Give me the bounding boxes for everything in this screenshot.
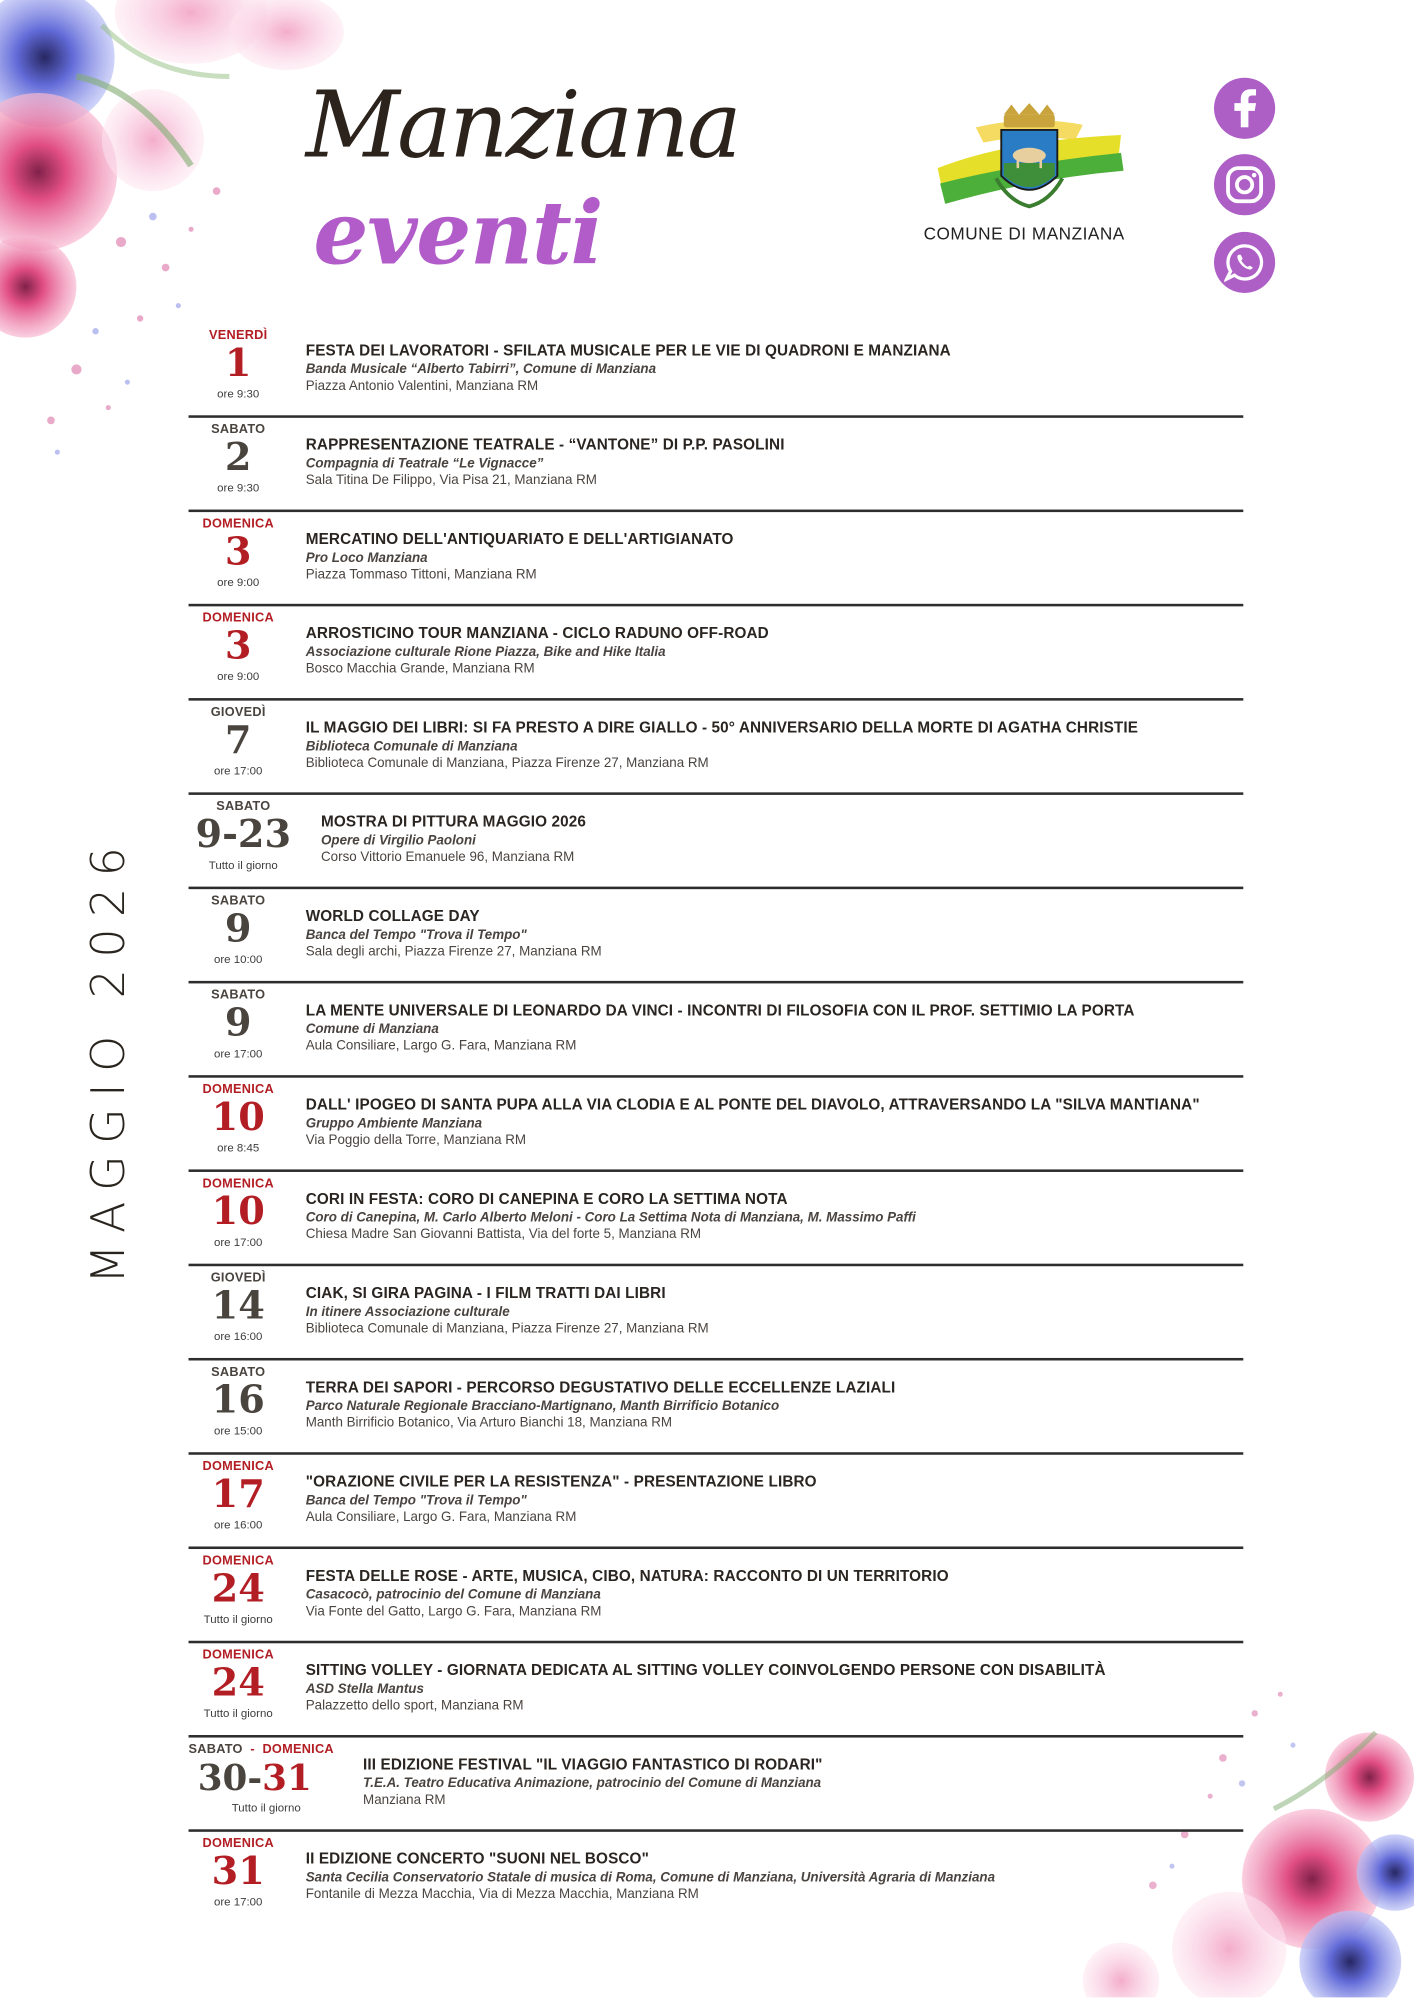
event-row	[189, 1743, 1244, 1832]
event-organizer: Parco Naturale Regionale Bracciano-Martignano, Manth Birrificio Botanico	[305, 1398, 780, 1415]
event-title: ARROSTICINO TOUR MANZIANA - CICLO RADUNO OFF-ROAD	[305, 624, 769, 643]
event-info	[363, 1755, 1243, 1809]
event-date	[189, 1648, 288, 1721]
event-weekday: SABATO	[188, 1742, 243, 1757]
event-info	[306, 624, 1244, 678]
event-location: Manziana RM	[363, 1792, 446, 1808]
event-day: 24	[211, 1566, 265, 1612]
event-location: Manth Birrificio Botanico, Via Arturo Bianchi 18, Manziana RM	[305, 1415, 673, 1431]
event-day: 10	[211, 1189, 265, 1235]
event-info	[306, 907, 1244, 961]
event-organizer: Santa Cecilia Conservatorio Statale di musica di Roma, Comune di Manziana, Università Agraria di Manziana	[305, 1870, 996, 1886]
event-date	[189, 1460, 288, 1533]
divider	[189, 981, 1244, 984]
event-date	[189, 894, 288, 967]
event-title: MOSTRA DI PITTURA MAGGIO 2026	[321, 812, 587, 831]
event-row	[189, 1366, 1244, 1455]
event-title: "ORAZIONE CIVILE PER LA RESISTENZA" - PRESENTAZIONE LIBRO	[305, 1472, 817, 1491]
event-organizer: In itinere Associazione culturale	[305, 1304, 510, 1320]
event-date	[189, 1837, 288, 1910]
event-weekday: SABATO	[216, 799, 271, 815]
event-row	[189, 989, 1244, 1078]
event-info	[306, 436, 1244, 490]
event-organizer: Associazione culturale Rione Piazza, Bike and Hike Italia	[305, 644, 666, 660]
event-weekday: DOMENICA	[202, 611, 274, 626]
event-weekday: GIOVEDÌ	[210, 705, 266, 720]
event-time: ore 17:00	[213, 764, 263, 778]
event-date	[189, 1177, 288, 1250]
event-day: 7	[224, 718, 252, 764]
event-info	[321, 813, 1243, 867]
divider	[189, 792, 1244, 795]
event-day: 9	[224, 906, 252, 952]
event-weekday: DOMENICA	[202, 1177, 274, 1192]
event-organizer: Pro Loco Manziana	[305, 550, 428, 566]
event-info	[306, 1850, 1244, 1904]
event-time: ore 15:00	[213, 1424, 263, 1437]
page-title: Manziana	[305, 71, 740, 179]
event-title: IL MAGGIO DEI LIBRI: SI FA PRESTO A DIRE GIALLO - 50° ANNIVERSARIO DELLA MORTE DI AGATHA CHRISTIE	[305, 718, 1139, 737]
event-row	[189, 1083, 1244, 1172]
event-date	[189, 800, 299, 873]
event-info	[306, 1284, 1244, 1338]
event-row	[189, 1177, 1244, 1266]
divider	[189, 1452, 1244, 1455]
event-time: ore 16:00	[213, 1329, 263, 1343]
event-row	[189, 1837, 1244, 1926]
event-day-2: 31	[262, 1756, 312, 1799]
event-info	[306, 1096, 1244, 1150]
event-location: Piazza Tommaso Tittoni, Manziana RM	[305, 566, 537, 583]
event-time: ore 17:00	[213, 1235, 263, 1249]
event-day: 1	[224, 341, 252, 386]
divider	[189, 415, 1244, 418]
date-separator: -	[250, 1742, 255, 1757]
event-time: ore 9:30	[217, 387, 260, 400]
event-weekday: VENERDÌ	[208, 328, 268, 343]
divider	[189, 1358, 1244, 1361]
event-time: Tutto il giorno	[231, 1801, 301, 1814]
page-subtitle: eventi	[313, 183, 603, 286]
event-title: LA MENTE UNIVERSALE DI LEONARDO DA VINCI - INCONTRI DI FILOSOFIA CON IL PROF. SETTIMIO LA PORTA	[305, 1001, 1135, 1020]
event-organizer: Banca del Tempo "Trova il Tempo"	[305, 1492, 527, 1509]
month-label: MAGGIO 2026	[83, 835, 136, 1284]
divider	[189, 1075, 1244, 1078]
divider	[189, 604, 1244, 607]
event-date	[189, 1083, 288, 1156]
event-organizer: Opere di Virgilio Paoloni	[321, 833, 476, 849]
event-date	[189, 329, 288, 402]
event-date	[189, 517, 288, 590]
event-organizer: Banca del Tempo "Trova il Tempo"	[305, 927, 527, 943]
event-row	[189, 1460, 1244, 1549]
event-organizer: Coro di Canepina, M. Carlo Alberto Meloni - Coro La Settima Nota di Manziana, M. Massimo Paffi	[305, 1210, 916, 1226]
event-location: Piazza Antonio Valentini, Manziana RM	[305, 378, 539, 394]
event-organizer: T.E.A. Teatro Educativa Animazione, patrocinio del Comune di Manziana	[363, 1775, 822, 1792]
event-location: Aula Consiliare, Largo G. Fara, Manziana RM	[305, 1509, 577, 1525]
event-weekday: DOMENICA	[202, 517, 274, 532]
event-info	[306, 718, 1244, 772]
event-day: 30	[197, 1756, 248, 1799]
event-title: FESTA DEI LAVORATORI - SFILATA MUSICALE PER LE VIE DI QUADRONI E MANZIANA	[305, 341, 951, 360]
event-weekday-2: DOMENICA	[262, 1742, 334, 1757]
facebook-icon[interactable]	[1214, 78, 1275, 139]
event-weekday: DOMENICA	[202, 1836, 274, 1851]
event-location: Palazzetto dello sport, Manziana RM	[305, 1698, 524, 1714]
divider	[189, 1735, 1244, 1738]
event-info	[306, 1567, 1244, 1621]
event-row	[189, 611, 1244, 700]
event-day: 14	[211, 1284, 265, 1329]
event-day: 2	[224, 435, 252, 481]
event-row	[189, 517, 1244, 606]
event-date	[189, 1271, 288, 1344]
event-row	[189, 423, 1244, 512]
event-time: ore 9:00	[217, 670, 260, 683]
event-day: 10	[211, 1095, 265, 1141]
event-day: 16	[211, 1378, 265, 1423]
event-location: Via Fonte del Gatto, Largo G. Fara, Manziana RM	[305, 1603, 602, 1620]
divider	[189, 1829, 1244, 1832]
event-location: Bosco Macchia Grande, Manziana RM	[305, 661, 535, 677]
event-title: DALL' IPOGEO DI SANTA PUPA ALLA VIA CLODIA E AL PONTE DEL DIAVOLO, ATTRAVERSANDO LA "SILVA MANTIANA"	[305, 1095, 1200, 1114]
event-time: ore 8:45	[217, 1141, 260, 1155]
event-title: FESTA DELLE ROSE - ARTE, MUSICA, CIBO, NATURA: RACCONTO DI UN TERRITORIO	[305, 1566, 949, 1585]
event-time: Tutto il giorno	[203, 1706, 273, 1720]
event-location: Aula Consiliare, Largo G. Fara, Manziana RM	[305, 1038, 577, 1054]
event-title: WORLD COLLAGE DAY	[305, 906, 480, 925]
event-location: Sala Titina De Filippo, Via Pisa 21, Manziana RM	[305, 472, 597, 488]
event-weekday: DOMENICA	[202, 1648, 274, 1663]
event-organizer: Comune di Manziana	[305, 1021, 439, 1037]
event-weekday: DOMENICA	[202, 1082, 274, 1097]
event-location: Corso Vittorio Emanuele 96, Manziana RM	[321, 849, 575, 865]
divider	[189, 1169, 1244, 1172]
event-day: 31	[211, 1849, 265, 1895]
event-time: ore 16:00	[213, 1518, 263, 1532]
event-time: ore 10:00	[213, 952, 263, 966]
event-date	[189, 1554, 288, 1627]
divider	[189, 510, 1244, 513]
event-organizer: Gruppo Ambiente Manziana	[305, 1115, 483, 1132]
date-separator: -	[247, 1756, 263, 1799]
event-organizer: Casacocò, patrocinio del Comune di Manziana	[305, 1587, 601, 1603]
whatsapp-icon[interactable]	[1214, 232, 1275, 293]
event-day: 3	[224, 529, 252, 575]
event-time: ore 9:00	[217, 575, 260, 589]
divider	[189, 1641, 1244, 1644]
event-info	[306, 341, 1244, 395]
event-title: III EDIZIONE FESTIVAL "IL VIAGGIO FANTASTICO DI RODARI"	[363, 1755, 823, 1774]
event-title: RAPPRESENTAZIONE TEATRALE - “VANTONE” DI P.P. PASOLINI	[305, 435, 785, 454]
event-date	[189, 611, 288, 684]
event-title: TERRA DEI SAPORI - PERCORSO DEGUSTATIVO DELLE ECCELLENZE LAZIALI	[305, 1378, 896, 1397]
event-info	[306, 530, 1244, 584]
event-location: Chiesa Madre San Giovanni Battista, Via del forte 5, Manziana RM	[305, 1226, 702, 1243]
event-date	[188, 1742, 334, 1816]
event-row	[189, 1271, 1244, 1360]
event-location: Sala degli archi, Piazza Firenze 27, Manziana RM	[305, 943, 602, 960]
event-time: ore 17:00	[213, 1047, 263, 1060]
event-date	[189, 989, 288, 1062]
event-location: Biblioteca Comunale di Manziana, Piazza Firenze 27, Manziana RM	[305, 1321, 709, 1337]
event-info	[306, 1661, 1244, 1715]
event-info	[306, 1190, 1244, 1244]
event-row	[189, 1648, 1244, 1737]
event-day: 24	[211, 1661, 265, 1706]
event-time: Tutto il giorno	[208, 858, 278, 872]
event-weekday: SABATO	[211, 894, 266, 909]
event-weekday: DOMENICA	[202, 1554, 274, 1569]
event-info	[306, 1378, 1244, 1432]
event-location: Biblioteca Comunale di Manziana, Piazza Firenze 27, Manziana RM	[305, 755, 709, 771]
divider	[189, 887, 1244, 890]
event-date	[189, 423, 288, 496]
event-row	[189, 329, 1244, 418]
event-weekday: GIOVEDÌ	[210, 1271, 266, 1286]
event-row	[189, 1554, 1244, 1643]
event-organizer: Compagnia di Teatrale “Le Vignacce”	[305, 456, 544, 472]
event-title: II EDIZIONE CONCERTO "SUONI NEL BOSCO"	[305, 1849, 649, 1868]
event-time: Tutto il giorno	[203, 1612, 273, 1626]
event-location: Fontanile di Mezza Macchia, Via di Mezza Macchia, Manziana RM	[305, 1886, 699, 1902]
divider	[189, 698, 1244, 701]
instagram-icon[interactable]	[1214, 154, 1275, 215]
event-day: 9-23	[195, 812, 292, 858]
event-title: CORI IN FESTA: CORO DI CANEPINA E CORO LA SETTIMA NOTA	[305, 1189, 788, 1208]
event-organizer: Banda Musicale “Alberto Tabirri”, Comune di Manziana	[305, 361, 657, 378]
comune-crest-logo	[932, 102, 1126, 219]
event-location: Via Poggio della Torre, Manziana RM	[305, 1132, 527, 1148]
event-row	[189, 800, 1244, 889]
event-title: MERCATINO DELL'ANTIQUARIATO E DELL'ARTIGIANATO	[305, 529, 734, 548]
event-weekday: DOMENICA	[202, 1459, 274, 1474]
event-info	[306, 1473, 1244, 1527]
divider	[189, 1546, 1244, 1549]
event-weekday: SABATO	[211, 988, 266, 1003]
event-organizer: ASD Stella Mantus	[305, 1681, 424, 1697]
event-weekday: SABATO	[211, 1365, 266, 1380]
event-time: ore 17:00	[213, 1895, 263, 1909]
event-date	[189, 1366, 288, 1439]
event-date	[189, 706, 288, 779]
divider	[189, 1264, 1244, 1267]
event-organizer: Biblioteca Comunale di Manziana	[305, 738, 518, 755]
event-time: ore 9:30	[217, 481, 260, 495]
event-title: CIAK, SI GIRA PAGINA - I FILM TRATTI DAI LIBRI	[305, 1284, 666, 1302]
event-day: 17	[211, 1472, 265, 1518]
event-title: SITTING VOLLEY - GIORNATA DEDICATA AL SITTING VOLLEY COINVOLGENDO PERSONE CON DISABILITÀ	[305, 1661, 1106, 1679]
comune-name: COMUNE DI MANZIANA	[923, 224, 1125, 244]
event-day: 3	[224, 624, 252, 669]
event-weekday: SABATO	[211, 422, 266, 437]
event-row	[189, 894, 1244, 983]
event-row	[189, 706, 1244, 795]
event-day: 9	[224, 1001, 252, 1046]
event-info	[306, 1001, 1244, 1055]
